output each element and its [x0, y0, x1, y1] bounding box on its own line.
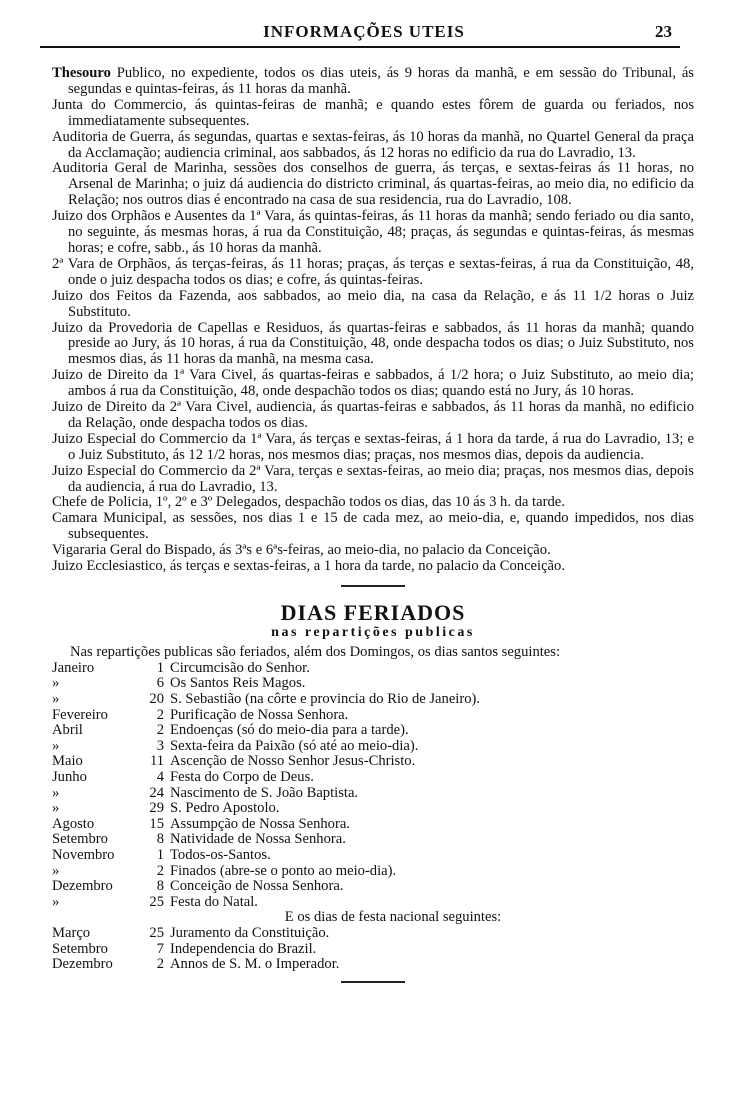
holiday-day: 1 [156, 659, 164, 676]
holiday-row [52, 848, 694, 864]
holiday-month: » [52, 862, 60, 879]
entry-text: Juizo Ecclesiastico, ás terças e sextas-feiras, a 1 hora da tarde, no palacio da Conceição. [52, 558, 565, 575]
holiday-month: » [52, 691, 60, 707]
holiday-day: 2 [156, 706, 164, 723]
holiday-month: » [52, 800, 60, 817]
holiday-name: Conceição de Nossa Senhora. [170, 878, 344, 895]
holiday-day: 4 [156, 768, 164, 785]
holiday-day: 15 [149, 815, 164, 832]
holiday-month: Março [52, 925, 91, 942]
holiday-name: Os Santos Reis Magos. [170, 675, 306, 692]
holiday-day: 2 [156, 722, 164, 739]
office-entry [52, 559, 694, 575]
holiday-day: 1 [156, 846, 164, 863]
entry-text: Juizo da Provedoria de Capellas e Residuos, ás quartas-feiras e sabbados, ás 11 horas da manhã; quando preside ao Jury, ás 10 horas, á rua da Constituição, 48, onde despacha todos os dias; o Juiz Substituto, nos mesmos dias, ás 11 horas da manhã, na mesma casa. [52, 319, 694, 368]
holiday-name: Festa do Natal. [170, 893, 258, 910]
holiday-day: 3 [156, 737, 164, 754]
page-number: 23 [655, 22, 672, 41]
holiday-name: Purificação de Nossa Senhora. [170, 706, 349, 723]
section-subtitle: nas repartições publicas [271, 625, 475, 640]
holidays-list [52, 661, 694, 911]
holiday-month: Setembro [52, 940, 108, 957]
holiday-row [52, 942, 694, 958]
holiday-row [52, 926, 694, 942]
holiday-name: Annos de S. M. o Imperador. [170, 956, 340, 973]
entry-text: Chefe de Policia, 1º, 2º e 3º Delegados, despachão todos os dias, das 10 ás 3 h. da tarde. [52, 494, 565, 511]
holiday-name: S. Pedro Apostolo. [170, 800, 280, 817]
holiday-month: Junho [52, 768, 87, 785]
holiday-month: » [52, 737, 60, 754]
holiday-row [52, 864, 694, 880]
office-entry [52, 368, 694, 400]
holiday-row [52, 879, 694, 895]
entry-text: Camara Municipal, as sessões, nos dias 1 e 15 de cada mez, ao meio-dia, e, quando impedidos, nos dias subsequentes. [52, 510, 694, 543]
office-entry [52, 209, 694, 257]
office-entry [52, 257, 694, 289]
holiday-day: 25 [149, 925, 164, 942]
holiday-month: Fevereiro [52, 706, 108, 723]
entry-text: Juizo Especial do Commercio da 2ª Vara, terças e sextas-feiras, ao meio dia; praças, nos mesmos dias, depois da audiencia, á rua do Lavradio, 13. [52, 462, 694, 495]
holiday-day: 24 [149, 784, 164, 801]
holiday-month: Abril [52, 722, 83, 739]
holiday-month: Agosto [52, 815, 95, 832]
holiday-day: 25 [149, 893, 164, 910]
section-title: DIAS FERIADOS [280, 600, 466, 625]
holiday-name: Sexta-feira da Paixão (só até ao meio-dia). [170, 737, 419, 754]
holiday-name: Independencia do Brazil. [170, 940, 317, 957]
holiday-row [52, 739, 694, 755]
holiday-name: Endoenças (só do meio-dia para a tarde). [170, 722, 409, 739]
entry-text: Juizo dos Feitos da Fazenda, aos sabbados, ao meio dia, na casa da Relação, e ás 11 1/2 horas o Juiz Substituto. [52, 287, 694, 320]
holiday-day: 29 [149, 800, 164, 817]
holiday-row [52, 754, 694, 770]
office-entry [52, 495, 694, 511]
entry-text: 2ª Vara de Orphãos, ás terças-feiras, ás 11 horas; praças, ás terças e sextas-feiras, á rua da Constituição, 48, onde o juiz despacha todos os dias; e cofre, ás quintas-feiras. [52, 255, 694, 288]
holiday-name: Nascimento de S. João Baptista. [170, 784, 359, 801]
holiday-name: Natividade de Nossa Senhora. [170, 831, 346, 848]
holiday-name: Finados (abre-se o ponto ao meio-dia). [170, 862, 397, 879]
office-entry [52, 321, 694, 369]
holiday-month: » [52, 784, 60, 801]
holiday-name: Juramento da Constituição. [170, 925, 330, 942]
holiday-row [52, 786, 694, 802]
entry-lead: Thesouro [52, 65, 111, 81]
entry-text: Auditoria Geral de Marinha, sessões dos conselhos de guerra, ás terças, e sextas-feiras ás 11 horas, no Arsenal de Marinha; o juiz dá audiencia do districto criminal, ás quartas-feiras, ao meio dia, no edificio da Relação; nos outros dias é encontrado na casa de sua residencia, rua do Lavradio, 108. [52, 160, 694, 209]
holiday-row [52, 770, 694, 786]
office-entry [52, 98, 694, 130]
holiday-day: 7 [156, 940, 164, 957]
holiday-day: 11 [149, 753, 164, 770]
holiday-row [52, 895, 694, 911]
holiday-day: 2 [156, 956, 164, 973]
office-entry [52, 66, 694, 98]
holiday-row [52, 661, 694, 677]
holiday-month: Novembro [52, 846, 115, 863]
holiday-month: Dezembro [52, 878, 113, 895]
national-holidays-intro: E os dias de festa nacional seguintes: [284, 909, 502, 926]
office-entry [52, 464, 694, 496]
holiday-name: Circumcisão do Senhor. [170, 659, 310, 676]
holiday-name: S. Sebastião (na côrte e provincia do Rio de Janeiro). [170, 691, 481, 707]
holiday-name: Assumpção de Nossa Senhora. [170, 815, 350, 832]
national-holidays-list [52, 926, 694, 973]
section-divider [341, 585, 405, 587]
end-divider [341, 981, 405, 983]
holiday-day: 8 [156, 831, 164, 848]
holiday-name: Festa do Corpo de Deus. [170, 768, 314, 785]
holiday-month: Janeiro [52, 659, 95, 676]
holiday-row [52, 801, 694, 817]
holiday-row [52, 708, 694, 724]
holiday-name: Ascenção de Nosso Senhor Jesus-Christo. [170, 753, 416, 770]
office-entry [52, 511, 694, 543]
holiday-day: 20 [149, 691, 164, 707]
entry-text: Juizo de Direito da 1ª Vara Civel, ás quartas-feiras e sabbados, á 1/2 hora; o Juiz Substituto, ao meio dia; ambos á rua da Constituição, 48, onde despachão todos os dias; quando está no Jury, ás 10 horas. [52, 367, 694, 400]
entry-text: Juizo de Direito da 2ª Vara Civel, audiencia, ás quartas-feiras e sabbados, ás 11 horas da manhã, no edificio da Relação, onde despacha todos os dias. [52, 399, 694, 431]
holiday-month: » [52, 675, 60, 692]
holiday-month: Setembro [52, 831, 108, 848]
holiday-row [52, 723, 694, 739]
entry-text: Vigararia Geral do Bispado, ás 3ªs e 6ªs-feiras, ao meio-dia, no palacio da Conceição. [52, 542, 551, 559]
office-entry [52, 432, 694, 464]
holidays-intro: Nas repartições publicas são feriados, além dos Domingos, os dias santos seguintes: [70, 643, 561, 660]
office-hours-list [52, 66, 694, 575]
holiday-month: » [52, 893, 60, 910]
holiday-day: 2 [156, 862, 164, 879]
running-title: INFORMAÇÕES UTEIS [263, 22, 465, 41]
entry-text: Auditoria de Guerra, ás segundas, quartas e sextas-feiras, ás 10 horas da manhã, no Quartel General da praça da Acclamação; audiencia criminal, aos sabbados, ás 12 horas no edificio da rua do Lavradio, 13. [52, 128, 694, 161]
holiday-row [52, 832, 694, 848]
office-entry [52, 161, 694, 209]
holiday-row [52, 957, 694, 973]
holiday-row [52, 676, 694, 692]
holiday-month: Maio [52, 753, 83, 770]
holiday-name: Todos-os-Santos. [170, 846, 271, 863]
holiday-row [52, 817, 694, 833]
running-header [48, 22, 680, 44]
page-body [52, 66, 694, 983]
office-entry [52, 400, 694, 432]
holiday-month: Dezembro [52, 956, 113, 973]
holiday-day: 8 [156, 878, 164, 895]
entry-text: Juizo Especial do Commercio da 1ª Vara, ás terças e sextas-feiras, á 1 hora da tarde, á rua do Lavradio, 13; e o Juiz Substituto, ás 12 1/2 horas, nos mesmos dias; praças, nos mesmos dias, depois da audiencia. [52, 430, 694, 463]
entry-text: Junta do Commercio, ás quintas-feiras de manhã; e quando estes fôrem de guarda ou feriados, nos immediatamente subsequentes. [52, 96, 694, 129]
header-rule [40, 46, 680, 48]
office-entry [52, 130, 694, 162]
holiday-day: 6 [156, 675, 164, 692]
office-entry [52, 543, 694, 559]
entry-text: Juizo dos Orphãos e Ausentes da 1ª Vara, ás quintas-feiras, ás 11 horas da manhã; sendo feriado ou dia santo, no seguinte, ás mesmas horas, á rua da Constituição, 48; praças, ás segundas e quintas-feiras, ás mesmas horas; e cofre, sabb., ás 10 horas da manhã. [52, 208, 694, 256]
entry-text: Publico, no expediente, todos os dias uteis, ás 9 horas da manhã, e em sessão do Tribunal, ás segundas e quintas-feiras, ás 11 horas da manhã. [68, 65, 694, 97]
office-entry [52, 289, 694, 321]
holiday-row [52, 692, 694, 708]
